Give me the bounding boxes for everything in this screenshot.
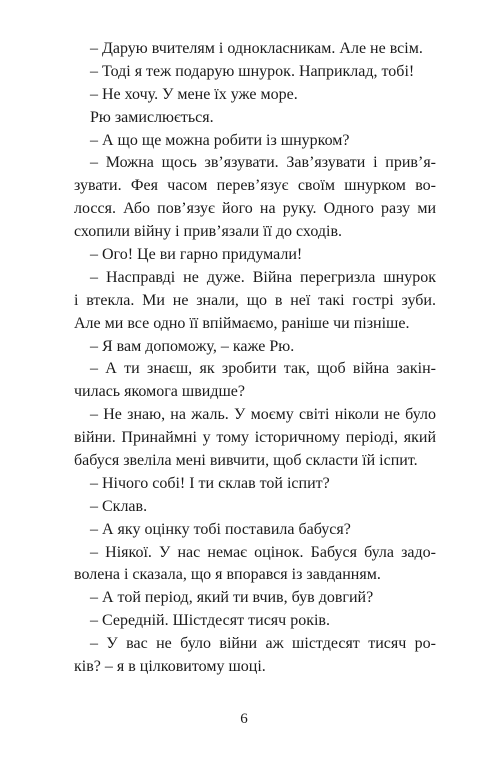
page-text-block — [74, 38, 436, 679]
text-line: – Насправді не дуже. Війна перегризла шнурок — [90, 268, 436, 286]
text-line: – Склав. — [90, 497, 148, 515]
text-line: зувати. Фея часом перев’язує своїм шнурком во- — [74, 177, 436, 195]
text-line: волена і сказала, що я впорався із завданням. — [74, 566, 381, 584]
text-line: – У вас не було війни аж шістдесят тисяч ро- — [90, 635, 436, 653]
text-line: – Тоді я теж подарую шнурок. Наприклад, тобі! — [90, 62, 415, 80]
text-line: Рю замислюється. — [90, 108, 214, 126]
text-line: бабуся звеліла мені вивчити, щоб скласти їй іспит. — [74, 452, 418, 470]
text-line: – Середній. Шістдесят тисяч років. — [90, 612, 330, 630]
page-number: 6 — [240, 711, 248, 727]
text-line: – Ого! Це ви гарно придумали! — [90, 246, 303, 264]
text-line: – А той період, який ти вчив, був довгий? — [90, 589, 374, 607]
text-line: – Дарую вчителям і однокласникам. Але не всім. — [90, 40, 423, 57]
text-line: ків? – я в цілковитому шоці. — [74, 658, 266, 676]
text-line: і втекла. Ми не знали, що в неї такі гострі зуби. — [74, 291, 436, 309]
text-line: – А яку оцінку тобі поставила бабуся? — [90, 520, 351, 538]
text-line: – Я вам допоможу, – каже Рю. — [90, 337, 295, 355]
text-line: чилась якомога швидше? — [74, 383, 245, 401]
text-line: – Не знаю, на жаль. У моєму світі ніколи не було — [90, 406, 436, 424]
text-line: – Ніякої. У нас немає оцінок. Бабуся була задо- — [90, 543, 436, 561]
text-line: схопили війну і прив’язали її до сходів. — [74, 223, 342, 241]
text-line: – Можна щось зв’язувати. Зав’язувати і прив’я- — [90, 154, 436, 172]
text-line: війни. Принаймні у тому історичному періоді, який — [74, 429, 436, 447]
text-line: Але ми все одно її впіймаємо, раніше чи пізніше. — [74, 314, 410, 332]
text-line: – А що ще можна робити із шнурком? — [90, 131, 350, 149]
text-line: – Нічого собі! І ти склав той іспит? — [90, 474, 330, 492]
text-line: – Не хочу. У мене їх уже море. — [90, 85, 298, 103]
text-line: лосся. Або пов’язує його на руку. Одного разу ми — [74, 200, 436, 218]
text-line: – А ти знаєш, як зробити так, щоб війна закін- — [90, 360, 436, 378]
